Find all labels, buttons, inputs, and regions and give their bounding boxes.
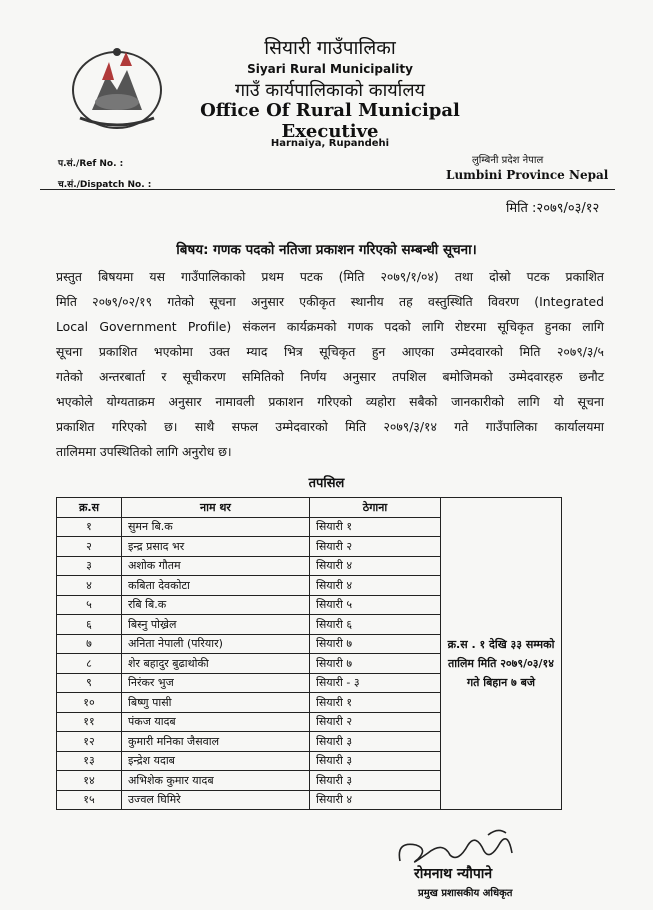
row-name: कुमारी मनिका जैसवाल [122,732,310,752]
row-name: पंकज यादब [122,712,310,732]
signatory-title: प्रमुख प्रशासकीय अधिकृत [418,888,513,899]
body-line: भएकोले योग्यताक्रम अनुसार नामावली प्रकाशन गरिएको व्यहोरा सबैको जानकारीको लागि यो सूचना [56,394,604,409]
row-name: बिष्णु पासी [122,693,310,713]
row-sn: ७ [57,634,122,654]
row-address: सियारी - ३ [310,673,441,693]
row-sn: १ [57,517,122,537]
office-title-np: सियारी गाउँपालिका [264,37,396,59]
row-name: अनिता नेपाली (परियार) [122,634,310,654]
row-sn: ५ [57,595,122,615]
col-header-note [441,498,562,518]
row-name: शेर बहादुर बुढाथोकी [122,654,310,674]
row-address: सियारी ३ [310,771,441,791]
row-sn: ८ [57,654,122,674]
row-sn: ९ [57,673,122,693]
row-name: सुमन बि.क [122,517,310,537]
document-date: मिति :२०७९/०३/१२ [506,201,600,216]
signatory-name: रोमनाथ न्यौपाने [414,866,493,882]
row-address: सियारी १ [310,693,441,713]
row-sn: ६ [57,615,122,635]
body-line: मिति २०७९/०२/१९ गतेको सूचना अनुसार एकीकृत स्थानीय तह वस्तुस्थिति विवरण (Integrated [56,294,604,309]
dispatch-no-label: च.सं./Dispatch No. : [58,180,152,190]
row-address: सियारी १ [310,517,441,537]
office-address: Harnaiya, Rupandehi [270,138,390,149]
province-np: लुम्बिनी प्रदेश नेपाल [472,155,544,166]
body-line: प्रकाशित गरिएको छ। साथै सफल उम्मेदवारको मिति २०७९/३/१४ गते गाउँपालिका कार्यालयमा [56,419,604,434]
row-sn: ४ [57,576,122,596]
row-name: कबिता देवकोटा [122,576,310,596]
row-address: सियारी ४ [310,790,441,810]
row-sn: १० [57,693,122,713]
ref-no-label: प.सं./Ref No. : [58,159,124,169]
row-address: सियारी २ [310,712,441,732]
row-name: अभिशेक कुमार यादब [122,771,310,791]
body-line: सूचना प्रकाशित भएकोमा उक्त म्याद भित्र सूचिकृत हुन आएका उम्मेदवारको मिति २०७९/३/५ [56,344,604,359]
body-line: गतेको अन्तरबार्ता र सूचीकरण समितिको निर्णय अनुसार तपशिल बमोजिमको उम्मेदवारहरु छनौट [56,369,604,384]
row-name: रबि बि.क [122,595,310,615]
row-name: इन्द्रेश यदाब [122,751,310,771]
row-sn: १३ [57,751,122,771]
row-address: सियारी ४ [310,576,441,596]
row-name: अशोक गौतम [122,556,310,576]
body-line: तालिममा उपस्थितिको लागि अनुरोध छ। [56,444,232,459]
col-header-address: ठेगाना [310,498,441,518]
row-address: सियारी ७ [310,654,441,674]
header-divider [40,189,615,190]
executive-office-title-en: Office Of Rural Municipal Executive [200,100,460,142]
row-name: उज्वल घिमिरे [122,790,310,810]
row-sn: ३ [57,556,122,576]
row-address: सियारी ७ [310,634,441,654]
row-sn: ११ [57,712,122,732]
notice-subject: बिषय: गणक पदको नतिजा प्रकाशन गरिएको सम्बन्धी सूचना। [176,242,477,258]
row-address: सियारी ५ [310,595,441,615]
col-header-name: नाम थर [122,498,310,518]
row-name: इन्द्र प्रसाद भर [122,537,310,557]
row-address: सियारी २ [310,537,441,557]
body-line: प्रस्तुत बिषयमा यस गाउँपालिकाको प्रथम पटक (मिति २०७९/१/०४) तथा दोस्रो पटक प्रकाशित [56,269,604,284]
row-address: सियारी ६ [310,615,441,635]
body-line: Local Government Profile) संकलन कार्यक्रमको गणक पदको लागि रोष्टरमा सूचिकृत हुनका लागि [56,319,604,334]
row-address: सियारी ४ [310,556,441,576]
row-name: बिस्नु पोख्रेल [122,615,310,635]
province-en: Lumbini Province Nepal [446,168,609,182]
row-sn: १४ [57,771,122,791]
schedule-heading: तपसिल [308,476,345,491]
row-sn: १२ [57,732,122,752]
row-address: सियारी ३ [310,732,441,752]
col-header-sn: क्र.स [57,498,122,518]
row-sn: १५ [57,790,122,810]
row-name: निरंकर भुज [122,673,310,693]
executive-office-title-np: गाउँ कार्यपालिकाको कार्यालय [235,80,425,101]
nepal-emblem-icon [62,40,172,135]
table-row [57,517,562,537]
office-title-en: Siyari Rural Municipality [247,62,413,76]
row-address: सियारी ३ [310,751,441,771]
candidate-table [56,497,562,810]
row-sn: २ [57,537,122,557]
notice-body [56,264,604,464]
table-header-row [57,498,562,518]
training-note: क्र.स . १ देखि ३३ सम्मको तालिम मिति २०७९/०३/१४ गते बिहान ७ बजे [441,517,562,810]
